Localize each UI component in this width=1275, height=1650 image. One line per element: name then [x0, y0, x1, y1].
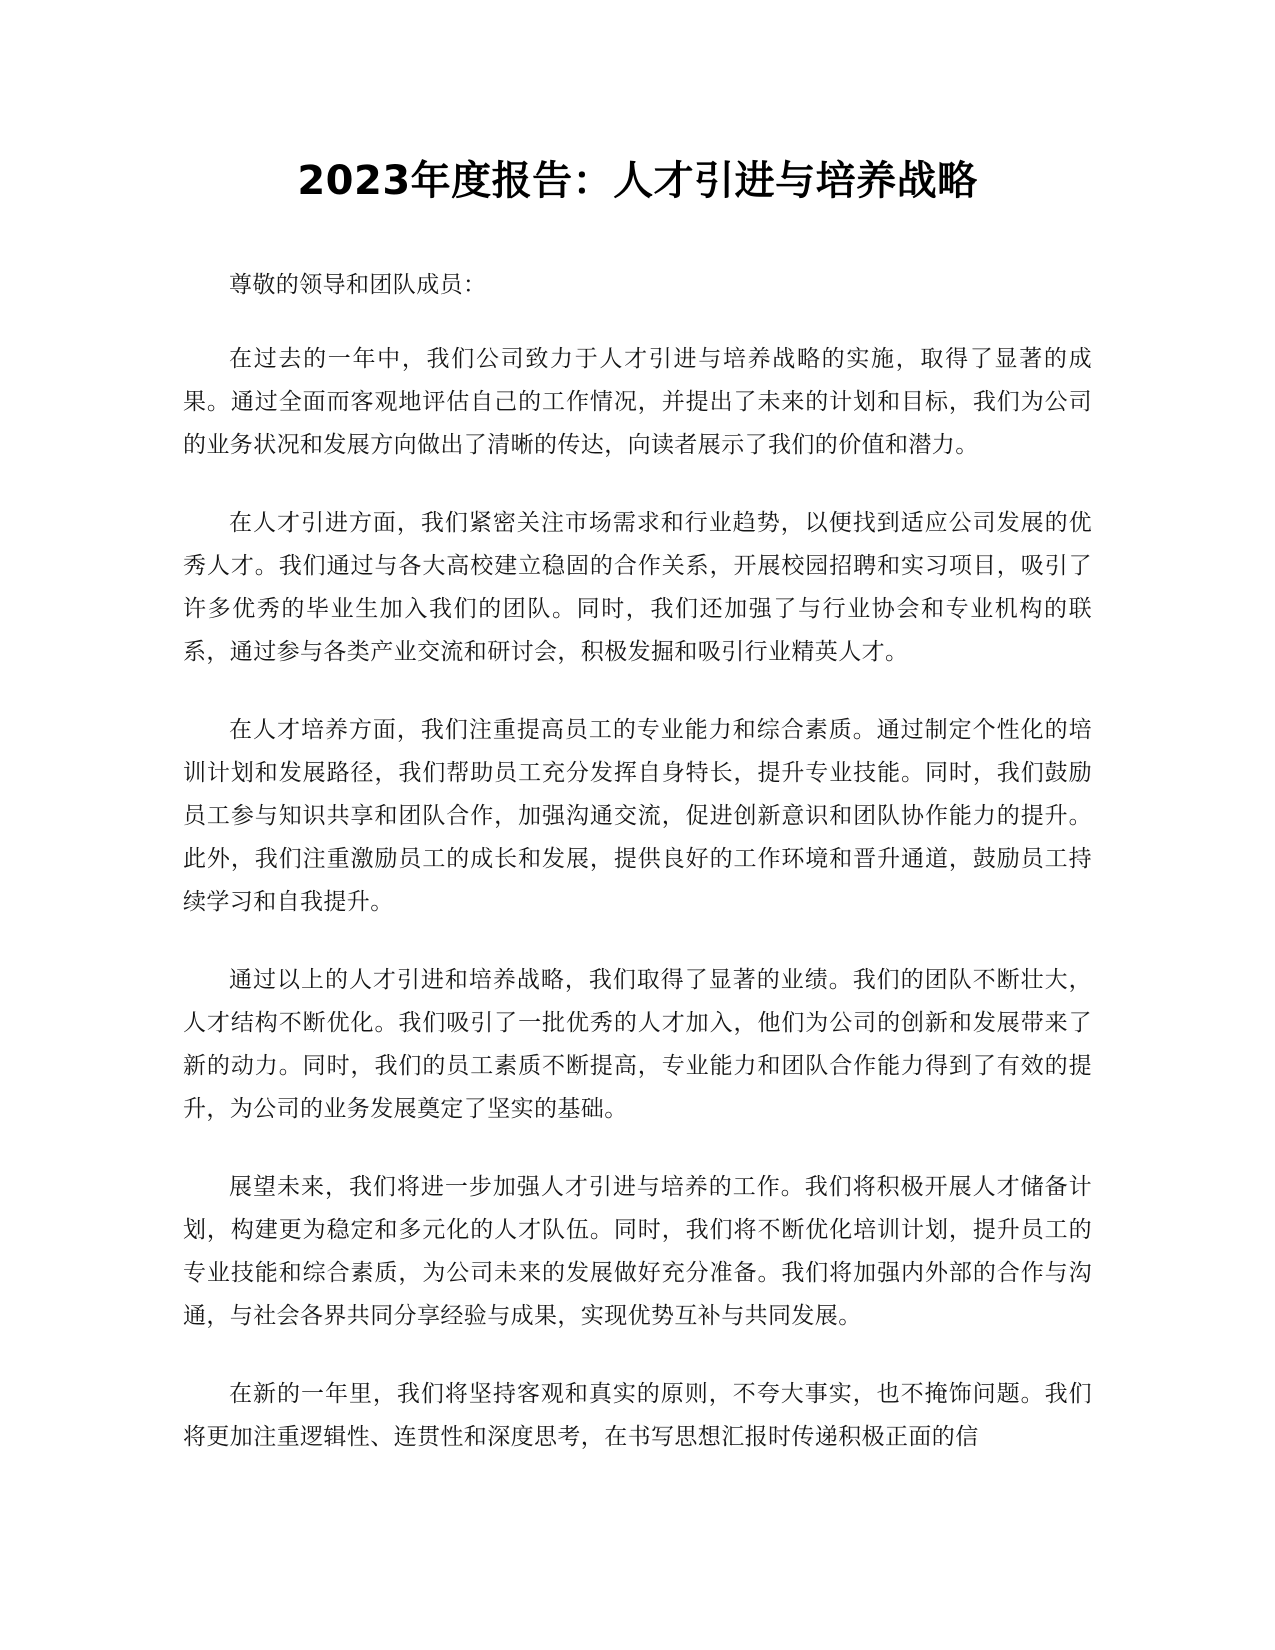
paragraph-new-year: 在新的一年里，我们将坚持客观和真实的原则，不夸大事实，也不掩饰问题。我们将更加注重逻辑性、连贯性和深度思考，在书写思想汇报时传递积极正面的信 [183, 1381, 1092, 1450]
paragraph-intro: 在过去的一年中，我们公司致力于人才引进与培养战略的实施，取得了显著的成果。通过全面而客观地评估自己的工作情况，并提出了未来的计划和目标，我们为公司的业务状况和发展方向做出了清晰的传达，向读者展示了我们的价值和潜力。 [183, 346, 1092, 458]
paragraph-talent-recruitment: 在人才引进方面，我们紧密关注市场需求和行业趋势，以便找到适应公司发展的优秀人才。我们通过与各大高校建立稳固的合作关系，开展校园招聘和实习项目，吸引了许多优秀的毕业生加入我们的团队。同时，我们还加强了与行业协会和专业机构的联系，通过参与各类产业交流和研讨会，积极发掘和吸引行业精英人才。 [183, 510, 1092, 665]
paragraph-talent-training: 在人才培养方面，我们注重提高员工的专业能力和综合素质。通过制定个性化的培训计划和发展路径，我们帮助员工充分发挥自身特长，提升专业技能。同时，我们鼓励员工参与知识共享和团队合作，加强沟通交流，促进创新意识和团队协作能力的提升。此外，我们注重激励员工的成长和发展，提供良好的工作环境和晋升通道，鼓励员工持续学习和自我提升。 [183, 717, 1092, 915]
paragraph-outlook: 展望未来，我们将进一步加强人才引进与培养的工作。我们将积极开展人才储备计划，构建更为稳定和多元化的人才队伍。同时，我们将不断优化培训计划，提升员工的专业技能和综合素质，为公司未来的发展做好充分准备。我们将加强内外部的合作与沟通，与社会各界共同分享经验与成果，实现优势互补与共同发展。 [183, 1174, 1092, 1329]
document-title: 2023年度报告：人才引进与培养战略 [297, 158, 978, 204]
salutation: 尊敬的领导和团队成员： [229, 272, 487, 298]
paragraph-achievements: 通过以上的人才引进和培养战略，我们取得了显著的业绩。我们的团队不断壮大，人才结构不断优化。我们吸引了一批优秀的人才加入，他们为公司的创新和发展带来了新的动力。同时，我们的员工素质不断提高，专业能力和团队合作能力得到了有效的提升，为公司的业务发展奠定了坚实的基础。 [183, 967, 1092, 1122]
